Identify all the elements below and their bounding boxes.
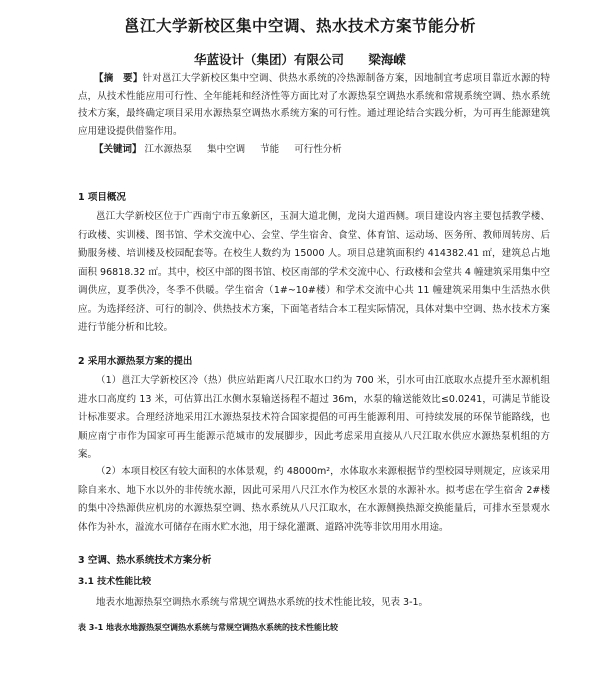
keyword: 江水源热泵 xyxy=(144,144,193,155)
section-heading: 1 项目概况 xyxy=(78,192,126,203)
abstract-text: 针对邕江大学新校区集中空调、供热水系统的冷热源制备方案，因地制宜考虑项目靠近水源的特点，从技术性能应用可行性、全年能耗和经济性等方面比对了水源热泵空调热水系统和常规系统空调、热水系统技术方案，最终确定项目采用水源热泵空调热水系统方案的可行性。通过理论结合实践分析，为可再生能源建筑应用建设提供借鉴作用。 xyxy=(78,73,550,137)
abstract-label: 【摘 要】 xyxy=(94,73,143,84)
section-heading: 3 空调、热水系统技术方案分析 xyxy=(78,555,212,566)
section2-paragraph-2: （2）本项目校区有较大面积的水体景观，约 48000m²，水体取水来源根据节约型校园导则规定，应该采用除自来水、地下水以外的非传统水源，因此可采用八尺江水作为校区水景的水源补水。拟考虑在学生宿舍 2#楼的集中冷热源供应机房的水源热泵空调、热水系统从八尺江取水，在水源侧换热源交换能量后，可排水至景观水体作为补水，溢流水可储存在雨水贮水池，用于绿化灌溉、道路冲洗等非饮用用水用途。 xyxy=(78,466,550,533)
paper-title: 邕江大学新校区集中空调、热水技术方案节能分析 xyxy=(123,17,476,35)
keyword: 可行性分析 xyxy=(294,144,342,155)
author-line xyxy=(40,50,560,68)
section-heading: 2 采用水源热泵方案的提出 xyxy=(78,356,193,367)
keyword: 集中空调 xyxy=(207,144,246,155)
subsection-heading: 3.1 技术性能比较 xyxy=(78,577,152,587)
section2-paragraph-1: （1）邕江大学新校区冷（热）供应站距离八尺江取水口约为 700 米，引水可由江底取水点提升至水源机组进水口高度约 13 米，可估算出江水侧水泵输送扬程不超过 36m，水泵的输送能效比≤0.0241，可满足节能设计标准要求。合理经济地采用江水源热泵技术符合国家提倡的可再生能源利用、可持续发展的环保节能路线，也顺应南宁市作为国家可再生能源示范城市的发展脚步，因此考虑采用直接从八尺江取水供应水源热泵机组的方案。 xyxy=(78,375,550,460)
section3-paragraph xyxy=(78,594,550,612)
section3-text: 地表水地源热泵空调热水系统与常规空调热水系统的技术性能比较，见表 3-1。 xyxy=(96,597,429,608)
keywords xyxy=(78,141,550,158)
table-caption: 表 3-1 地表水地源热泵空调热水系统与常规空调热水系统的技术性能比较 xyxy=(78,623,339,632)
section1-paragraph: 邕江大学新校区位于广西南宁市五象新区，玉洞大道北侧，龙岗大道西侧。项目建设内容主要包括教学楼、行政楼、实训楼、图书馆、学术交流中心、会堂、学生宿舍、食堂、体育馆、运动场、医务所、教师周转房、后勤服务楼、培训楼及校园配套等。在校生人数约为 15000 人。项目总建筑面积约 414382.41 ㎡，建筑总占地面积 96818.32 ㎡。其中，校区中部的图书馆、校区南部的学术交流中心、行政楼和会堂共 4 幢建筑采用集中空调供应，夏季供冷，冬季不供暖。学生宿舍（1#~10#楼）和学术交流中心共 11 幢建筑采用集中生活热水供应。为选择经济、可行的制冷、供热技术方案，下面笔者结合本工程实际情况，具体对集中空调、热水技术方案进行节能分析和比较。 xyxy=(78,211,550,333)
abstract xyxy=(78,70,550,140)
author-name: 梁海嵘 xyxy=(368,52,406,67)
author-affiliation: 华蓝设计（集团）有限公司 xyxy=(194,52,345,67)
keywords-label: 【关键词】 xyxy=(94,144,142,155)
keyword: 节能 xyxy=(260,144,280,155)
